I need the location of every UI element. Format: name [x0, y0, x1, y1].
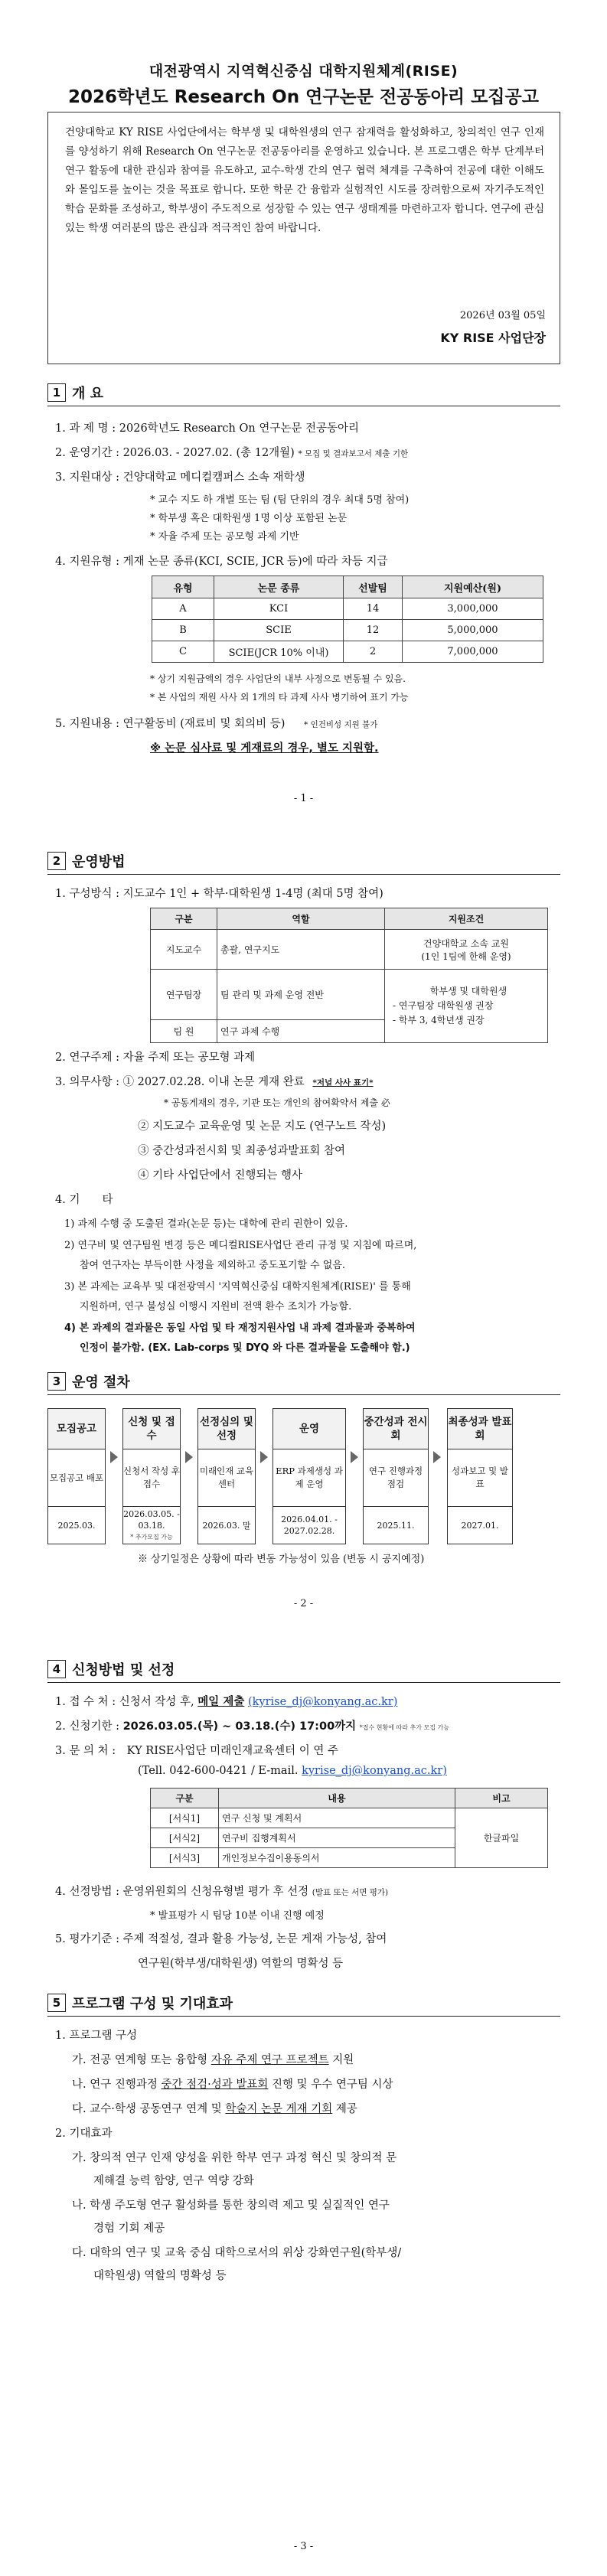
table-note: * 본 사업의 재원 사사 외 1개의 타 과제 사사 병기하여 표기 가능 [150, 692, 409, 703]
section-divider [47, 1682, 560, 1683]
contact-line [138, 1765, 447, 1777]
table-row [152, 641, 543, 663]
process-step-title: 중간성과 전시회 [364, 1409, 428, 1449]
header-title-2: 2026학년도 Research On 연구논문 전공동아리 모집공고 [68, 87, 539, 107]
section-divider [47, 2016, 560, 2017]
apply-item-2 [55, 1717, 449, 1733]
apply-item-2-label: 2. 신청기한 : [55, 1720, 119, 1733]
method-item-3-text: 3. 의무사항 : ① 2027.02.28. 이내 논문 게재 완료 [55, 1076, 305, 1088]
table-cell: SCIE(JCR 10% 이내) [214, 641, 344, 663]
method-note: * 공동게재의 경우, 기관 또는 개인의 참여확약서 제출 必 [164, 1097, 390, 1108]
overview-item-1: 1. 과 제 명 : 2026학년도 Research On 연구논문 전공동아리 [55, 422, 359, 435]
effect-item-cont: 경험 기회 제공 [93, 2222, 165, 2235]
process-step [272, 1408, 346, 1544]
table-header: 구분 [151, 1789, 219, 1808]
page-2 [0, 842, 607, 1645]
overview-item-2-note: * 모집 및 결과보고서 제출 기한 [298, 449, 409, 458]
process-step [197, 1408, 256, 1544]
journal-acknowledgement-note: *저널 사사 표기* [312, 1078, 374, 1087]
process-step [363, 1408, 429, 1544]
apply-item-1 [55, 1693, 397, 1709]
table-header: 지원예산(원) [403, 576, 543, 598]
schedule-note: ※ 상기일정은 상황에 따라 변동 가능성이 있음 (변동 시 공지예정) [138, 1554, 425, 1565]
forms-table [150, 1788, 548, 1868]
presentation-note: * 발표평가 시 팀당 10분 이내 진행 예정 [150, 1910, 325, 1922]
sub-item-text: 제공 [335, 2103, 357, 2115]
fee-support-notice: ※ 논문 심사료 및 게재료의 경우, 별도 지원함. [150, 742, 379, 755]
etc-item: 1) 과제 수행 중 도출된 결과(논문 등)는 대학에 관리 권한이 있음. [64, 1218, 348, 1230]
page-3 [0, 1645, 607, 2576]
program-item-2: 2. 기대효과 [55, 2128, 113, 2140]
section-4-heading [47, 1659, 175, 1679]
duty-item: ② 지도교수 교육운영 및 논문 지도 (연구노트 작성) [138, 1120, 387, 1133]
method-item-2: 2. 연구주제 : 자율 주제 또는 공모형 과제 [55, 1052, 256, 1064]
effect-item-cont: 대학원생) 역할의 명확성 등 [93, 2270, 227, 2282]
effect-item: 나. 학생 주도형 연구 활성화를 통한 창의력 제고 및 실질적인 연구 [72, 2199, 390, 2212]
table-cell: [서식3] [151, 1848, 219, 1868]
apply-item-4-note: (발표 또는 서면 평가) [312, 1888, 389, 1897]
overview-note: * 교수 지도 하 개별 또는 팀 (팀 단위의 경우 최대 5명 참여) [150, 494, 410, 506]
process-step-date: 2026.04.01. - 2027.02.28. [281, 1515, 338, 1536]
method-item-1: 1. 구성방식 : 지도교수 1인 + 학부·대학원생 1-4명 (최대 5명 참여) [55, 888, 383, 900]
arrow-right-icon [433, 1451, 441, 1463]
support-type-table [152, 576, 543, 663]
table-cell: A [152, 598, 214, 620]
apply-item-4-text: 4. 선정방법 : 운영위원회의 신청유형별 평가 후 선정 [55, 1886, 309, 1898]
arrow-right-icon [185, 1451, 193, 1463]
overview-item-5 [55, 715, 377, 731]
table-note: * 상기 지원금액의 경우 사업단의 내부 사정으로 변동될 수 있음. [150, 673, 406, 684]
arrow-right-icon [351, 1451, 358, 1463]
process-step [47, 1408, 106, 1544]
table-row [151, 930, 548, 970]
page-number: - 3 - [293, 2541, 314, 2552]
table-header: 선발팀 [344, 576, 403, 598]
header-title-1: 대전광역시 지역혁신중심 대학지원체계(RISE) [148, 63, 459, 80]
intro-signature: KY RISE 사업단장 [440, 331, 546, 345]
program-sub-item [72, 2100, 357, 2116]
arrow-right-icon [110, 1451, 118, 1463]
table-header: 지원조건 [385, 908, 548, 930]
process-step-date: 2025.11. [377, 1520, 415, 1531]
program-sub-item [72, 2051, 354, 2067]
method-item-3 [55, 1073, 374, 1089]
sub-item-highlight: 학술지 논문 게재 기회 [225, 2103, 333, 2115]
process-step-desc: ERP 과제생성 과제 운영 [273, 1449, 345, 1507]
page-1 [0, 0, 607, 842]
process-step [122, 1408, 181, 1544]
cell-line: - 연구팀장 대학원생 권장 [393, 1000, 494, 1011]
section-title: 신청방법 및 선정 [72, 1662, 175, 1678]
etc-item-bold: 4) 본 과제의 결과물은 동일 사업 및 타 재정지원사업 내 과제 결과물과 중복하여 [64, 1322, 416, 1334]
table-header: 논문 종류 [214, 576, 344, 598]
process-step-date [123, 1507, 180, 1544]
etc-item: 참여 연구자는 부득이한 사정을 제외하고 중도포기할 수 없음. [80, 1260, 346, 1271]
process-step-date: 2025.03. [57, 1520, 96, 1531]
process-step-title: 운영 [273, 1409, 345, 1449]
table-cell: 연구 과제 수행 [217, 1020, 385, 1043]
table-cell: 12 [344, 620, 403, 641]
section-3-heading [47, 1371, 130, 1391]
etc-item-bold: 인정이 불가함. (EX. Lab-corps 및 DYQ 와 다른 결과물을 도출해야 함.) [80, 1342, 410, 1354]
process-step-desc: 연구 진행과정 점검 [364, 1449, 428, 1507]
process-step-title: 선정심의 및 선정 [198, 1409, 255, 1449]
overview-item-2-text: 2. 운영기간 : 2026.03. - 2027.02. (총 12개월) [55, 447, 295, 459]
sub-item-highlight: 자유 주제 연구 프로젝트 [210, 2054, 329, 2066]
sub-item-text: 진행 및 우수 연구팀 시상 [272, 2079, 393, 2091]
deadline-note: *접수 현황에 따라 추가 모집 가능 [359, 1724, 449, 1731]
cell-line: (1인 1팀에 한해 운영) [421, 951, 511, 962]
sub-item-text: 다. 교수·학생 공동연구 연계 및 [72, 2103, 222, 2115]
intro-text: 건양대학교 KY RISE 사업단에서는 학부생 및 대학원생의 연구 잠재력을 활성화하고, 창의적인 연구 인재를 양성하기 위해 Research On 연구논문 전공동아리를 운영하고 있습니다. 본 프로그램은 학부 단계부터 연구 활동에 대한 관심과 참여를 유도하고, 교수-학생 간의 연구 협력 체계를 구축하여 전공에 대한 이해도와 몰입도를 높이는 것을 목표로 합니다. 또한 학문 간 융합과 실험적인 시도를 장려함으로써 자기주도적인 학습 문화를 조성하고, 학부생이 주도적으로 성장할 수 있는 연구 생태계를 마련하고자 합니다. 연구에 관심 있는 학생 여러분의 많은 관심과 적극적인 참여 바랍니다. [65, 126, 544, 234]
intro-date: 2026년 03월 05일 [459, 310, 546, 321]
process-step-desc: 미래인재 교육센터 [198, 1449, 255, 1507]
section-1-heading [47, 383, 103, 403]
table-cell: 연구팀장 [151, 970, 217, 1020]
section-title: 운영 절차 [72, 1374, 130, 1391]
table-cell: 7,000,000 [403, 641, 543, 663]
table-row [152, 620, 543, 641]
section-divider [47, 1394, 560, 1395]
etc-item: 3) 본 과제는 교육부 및 대전광역시 '지역혁신중심 대학지원체계(RISE)' 를 통해 [64, 1281, 411, 1293]
effect-item: 가. 창의적 연구 인재 양성을 위한 학부 연구 과정 혁신 및 창의적 문 [72, 2152, 397, 2164]
table-row [152, 598, 543, 620]
apply-item-5: 5. 평가기준 : 주제 적절성, 결과 활용 가능성, 논문 게재 가능성, 참여 [55, 1933, 387, 1945]
process-step-title: 신청 및 접수 [123, 1409, 180, 1449]
intro-box [47, 112, 560, 364]
process-step-date: 2027.01. [461, 1520, 499, 1531]
section-title: 개 요 [72, 386, 104, 402]
effect-item: 다. 대학의 연구 및 교육 중심 대학으로서의 위상 강화연구원(학부생/ [72, 2247, 402, 2259]
process-step [447, 1408, 513, 1544]
section-divider [47, 874, 560, 875]
section-number: 2 [47, 852, 66, 870]
table-header: 역할 [217, 908, 385, 930]
date-text: 2026.03.05. - 03.18. [123, 1508, 180, 1531]
team-composition-table [150, 908, 548, 1043]
process-step-desc: 신청서 작성 후 접수 [123, 1449, 180, 1507]
section-5-heading [47, 1993, 233, 2013]
duty-item: ③ 중간성과전시회 및 최종성과발표회 참여 [138, 1145, 346, 1157]
date-note: * 추가모집 가능 [130, 1533, 173, 1541]
page-number: - 1 - [293, 793, 314, 804]
cell-line: 건양대학교 소속 교원 [423, 937, 509, 949]
apply-item-3: 3. 문 의 처 : KY RISE사업단 미래인재교육센터 이 연 주 [55, 1745, 338, 1757]
section-title: 운영방법 [72, 854, 126, 870]
overview-item-5-note: * 인건비성 지원 불가 [304, 720, 378, 729]
section-title: 프로그램 구성 및 기대효과 [72, 1996, 233, 2012]
section-2-heading [47, 851, 126, 871]
section-number: 4 [47, 1660, 66, 1678]
sub-item-text: 지원 [332, 2054, 354, 2066]
table-cell: 팀 원 [151, 1020, 217, 1043]
table-cell: 14 [344, 598, 403, 620]
table-cell: 연구 신청 및 계획서 [219, 1808, 455, 1828]
sub-item-highlight: 중간 점검·성과 발표회 [161, 2079, 269, 2091]
arrow-right-icon [260, 1451, 268, 1463]
table-cell: 연구비 집행계획서 [219, 1828, 455, 1848]
overview-note: * 학부생 혹은 대학원생 1명 이상 포함된 논문 [150, 513, 348, 524]
process-step-desc: 모집공고 배포 [48, 1449, 105, 1507]
table-cell: 팀 관리 및 과제 운영 전반 [217, 970, 385, 1020]
table-cell: 개인정보수집이용동의서 [219, 1848, 455, 1868]
table-cell: 한글파일 [455, 1808, 548, 1868]
table-header: 내용 [219, 1789, 455, 1808]
program-sub-item [72, 2075, 393, 2092]
table-cell: B [152, 620, 214, 641]
contact-email-link[interactable]: kyrise_dj@konyang.ac.kr) [302, 1765, 447, 1777]
table-header: 구분 [151, 908, 217, 930]
contact-phone: (Tell. 042-600-0421 / E-mail. [138, 1765, 299, 1777]
process-step-title: 모집공고 [48, 1409, 105, 1449]
etc-item: 지원하며, 연구 불성실 이행시 지원비 전액 환수 조치가 가능함. [80, 1301, 352, 1312]
sub-item-text: 나. 연구 진행과정 [72, 2079, 158, 2091]
table-row [151, 970, 548, 1020]
table-cell: KCI [214, 598, 344, 620]
section-number: 3 [47, 1372, 66, 1391]
table-cell: [서식2] [151, 1828, 219, 1848]
overview-item-2 [55, 444, 408, 460]
overview-item-5-text: 5. 지원내용 : 연구활동비 (재료비 및 회의비 등) [55, 718, 286, 730]
program-item-1: 1. 프로그램 구성 [55, 2030, 138, 2042]
overview-item-4: 4. 지원유형 : 게재 논문 종류(KCI, SCIE, JCR 등)에 따라 차등 지급 [55, 556, 388, 568]
etc-item: 2) 연구비 및 연구팀원 변경 등은 메디컬RISE사업단 관리 규정 및 지침에 따르며, [64, 1240, 417, 1251]
table-header: 비고 [455, 1789, 548, 1808]
deadline-value: 2026.03.05.(목) ~ 03.18.(수) 17:00까지 [122, 1720, 357, 1733]
table-cell [385, 970, 548, 1043]
table-header: 유형 [152, 576, 214, 598]
table-cell [385, 930, 548, 970]
section-number: 5 [47, 1994, 66, 2012]
table-cell: 2 [344, 641, 403, 663]
duty-item: ④ 기타 사업단에서 진행되는 행사 [138, 1169, 303, 1182]
table-cell: 5,000,000 [403, 620, 543, 641]
overview-item-3: 3. 지원대상 : 건양대학교 메디컬캠퍼스 소속 재학생 [55, 471, 305, 484]
effect-item-cont: 제해결 능력 함양, 연구 역량 강화 [93, 2175, 254, 2187]
method-item-4: 4. 기 타 [55, 1194, 113, 1206]
page-number: - 2 - [293, 1598, 314, 1609]
process-step-title: 최종성과 발표회 [448, 1409, 512, 1449]
process-step-date: 2026.03. 말 [202, 1520, 251, 1531]
section-number: 1 [47, 383, 66, 402]
table-cell: 3,000,000 [403, 598, 543, 620]
cell-line: - 학부 3, 4학년생 권장 [393, 1015, 485, 1026]
submit-email-link[interactable]: (kyrise_dj@konyang.ac.kr) [247, 1696, 398, 1708]
table-cell: C [152, 641, 214, 663]
table-cell: 지도교수 [151, 930, 217, 970]
table-row [151, 1808, 548, 1828]
email-submit-label: 메일 제출 [197, 1696, 245, 1708]
table-cell: 총괄, 연구지도 [217, 930, 385, 970]
overview-note: * 자율 주제 또는 공모형 과제 기반 [150, 531, 299, 543]
sub-item-text: 가. 전공 연계형 또는 융합형 [72, 2054, 208, 2066]
cell-line: 학부생 및 대학원생 [429, 986, 507, 996]
apply-item-1-label: 1. 접 수 처 : 신청서 작성 후, [55, 1696, 194, 1708]
table-cell: SCIE [214, 620, 344, 641]
process-step-desc: 성과보고 및 발표 [448, 1449, 512, 1507]
apply-item-4 [55, 1883, 388, 1899]
table-cell: [서식1] [151, 1808, 219, 1828]
apply-item-5-cont: 연구원(학부생/대학원생) 역할의 명확성 등 [138, 1958, 344, 1970]
